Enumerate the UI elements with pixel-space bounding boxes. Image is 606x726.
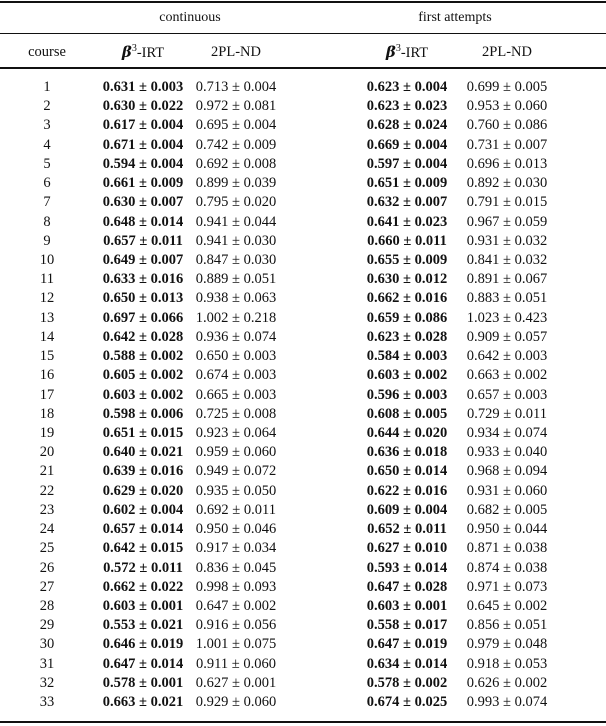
beta-superscript: 3 — [131, 42, 137, 54]
table-row — [0, 212, 606, 231]
2pl-nd-first-cell: 0.891 ± 0.067 — [466, 270, 548, 287]
2pl-nd-first-cell: 0.729 ± 0.011 — [467, 405, 547, 422]
2pl-nd-first-cell: 0.645 ± 0.002 — [466, 597, 548, 614]
2pl-nd-first-cell: 0.883 ± 0.051 — [466, 290, 548, 307]
2pl-nd-continuous-cell: 0.936 ± 0.074 — [195, 328, 277, 345]
group-rule — [0, 33, 606, 34]
2pl-nd-continuous-cell: 0.627 ± 0.001 — [195, 674, 277, 691]
beta3-irt-continuous-cell: 0.697 ± 0.066 — [102, 309, 184, 326]
table-row — [0, 289, 606, 308]
table-row — [0, 174, 606, 193]
beta3-irt-continuous-cell: 0.602 ± 0.004 — [102, 501, 184, 518]
course-cell: 13 — [39, 309, 55, 326]
course-cell: 2 — [43, 97, 51, 114]
2pl-nd-continuous-cell: 1.002 ± 0.218 — [195, 309, 277, 326]
course-cell: 17 — [39, 386, 55, 403]
beta3-irt-first-cell: 0.630 ± 0.012 — [366, 270, 448, 287]
table-row — [0, 231, 606, 250]
2pl-nd-continuous-cell: 0.941 ± 0.030 — [195, 232, 277, 249]
beta3-irt-continuous-cell: 0.640 ± 0.021 — [102, 443, 184, 460]
beta3-irt-first-cell: 0.627 ± 0.010 — [366, 540, 448, 557]
bottom-rule — [0, 721, 606, 723]
table-row — [0, 116, 606, 135]
beta3-irt-continuous-cell: 0.663 ± 0.021 — [102, 693, 184, 710]
course-cell: 25 — [39, 540, 55, 557]
beta3-irt-continuous-cell: 0.617 ± 0.004 — [102, 117, 184, 134]
2pl-nd-continuous-cell: 0.889 ± 0.051 — [195, 270, 277, 287]
course-cell: 12 — [39, 290, 55, 307]
beta3-irt-first-cell: 0.608 ± 0.005 — [366, 405, 448, 422]
beta3-irt-continuous-cell: 0.572 ± 0.011 — [103, 559, 183, 576]
2pl-nd-first-cell: 0.931 ± 0.060 — [466, 482, 548, 499]
course-cell: 24 — [39, 520, 55, 537]
2pl-nd-continuous-cell: 0.647 ± 0.002 — [195, 597, 277, 614]
table-row — [0, 135, 606, 154]
beta3-irt-first-cell: 0.632 ± 0.007 — [366, 194, 448, 211]
2pl-nd-first-cell: 0.931 ± 0.032 — [466, 232, 548, 249]
2pl-nd-first-cell: 0.909 ± 0.057 — [466, 328, 548, 345]
2pl-nd-first-cell: 0.933 ± 0.040 — [466, 443, 548, 460]
beta3-irt-continuous-cell: 0.642 ± 0.028 — [102, 328, 184, 345]
beta3-irt-continuous-cell: 0.642 ± 0.015 — [102, 540, 184, 557]
beta3-irt-first-cell: 0.655 ± 0.009 — [366, 251, 448, 268]
beta3-irt-continuous-cell: 0.639 ± 0.016 — [102, 463, 184, 480]
beta3-irt-continuous-cell: 0.648 ± 0.014 — [102, 213, 184, 230]
beta3-irt-continuous-cell: 0.657 ± 0.011 — [103, 232, 183, 249]
beta3-irt-continuous-cell: 0.630 ± 0.007 — [102, 194, 184, 211]
course-cell: 14 — [39, 328, 55, 345]
2pl-nd-continuous-cell: 0.959 ± 0.060 — [195, 443, 277, 460]
beta3-irt-first-cell: 0.603 ± 0.002 — [366, 367, 448, 384]
2pl-nd-continuous-cell: 0.650 ± 0.003 — [195, 347, 277, 364]
2pl-nd-first-cell: 0.934 ± 0.074 — [466, 424, 548, 441]
2pl-nd-continuous-cell: 0.692 ± 0.008 — [195, 155, 277, 172]
course-cell: 7 — [43, 194, 51, 211]
table-row — [0, 385, 606, 404]
2pl-nd-continuous-cell: 0.847 ± 0.030 — [195, 251, 277, 268]
course-cell: 16 — [39, 367, 55, 384]
table-row — [0, 347, 606, 366]
beta3-irt-first-cell: 0.662 ± 0.016 — [366, 290, 448, 307]
2pl-nd-continuous-cell: 0.929 ± 0.060 — [195, 693, 277, 710]
course-cell: 30 — [39, 636, 55, 653]
2pl-nd-first-cell: 0.993 ± 0.074 — [466, 693, 548, 710]
beta3-irt-continuous-cell: 0.646 ± 0.019 — [102, 636, 184, 653]
top-rule — [0, 1, 606, 3]
beta3-irt-first-cell: 0.644 ± 0.020 — [366, 424, 448, 441]
table-row — [0, 635, 606, 654]
2pl-nd-continuous-cell: 0.899 ± 0.039 — [195, 174, 277, 191]
2pl-nd-continuous-cell: 0.742 ± 0.009 — [195, 136, 277, 153]
2pl-nd-continuous-cell: 0.692 ± 0.011 — [196, 501, 276, 518]
beta3-irt-first-cell: 0.647 ± 0.019 — [366, 636, 448, 653]
beta-symbol: β — [385, 42, 396, 61]
2pl-nd-continuous-cell: 0.941 ± 0.044 — [195, 213, 277, 230]
2pl-nd-continuous-cell: 0.911 ± 0.060 — [196, 655, 276, 672]
table-row — [0, 481, 606, 500]
course-cell: 28 — [39, 597, 55, 614]
beta3-irt-continuous-cell: 0.651 ± 0.015 — [102, 424, 184, 441]
course-cell: 9 — [43, 232, 51, 249]
beta3-irt-first-cell: 0.623 ± 0.028 — [366, 328, 448, 345]
2pl-nd-first-cell: 0.642 ± 0.003 — [466, 347, 548, 364]
2pl-nd-first-cell: 0.871 ± 0.038 — [466, 540, 548, 557]
2pl-nd-first-cell: 0.791 ± 0.015 — [466, 194, 548, 211]
column-header-course: course — [28, 43, 66, 60]
beta3-irt-first-cell: 0.584 ± 0.003 — [366, 347, 448, 364]
2pl-nd-continuous-cell: 0.674 ± 0.003 — [195, 367, 277, 384]
2pl-nd-continuous-cell: 0.972 ± 0.081 — [195, 97, 277, 114]
beta3-irt-first-cell: 0.578 ± 0.002 — [366, 674, 448, 691]
2pl-nd-first-cell: 0.967 ± 0.059 — [466, 213, 548, 230]
2pl-nd-first-cell: 0.892 ± 0.030 — [466, 174, 548, 191]
2pl-nd-first-cell: 0.979 ± 0.048 — [466, 636, 548, 653]
beta3-irt-continuous-cell: 0.671 ± 0.004 — [102, 136, 184, 153]
beta3-irt-first-cell: 0.659 ± 0.086 — [366, 309, 448, 326]
course-cell: 11 — [40, 270, 54, 287]
table-row — [0, 577, 606, 596]
2pl-nd-first-cell: 0.760 ± 0.086 — [466, 117, 548, 134]
table-row — [0, 366, 606, 385]
course-cell: 20 — [39, 443, 55, 460]
table-row — [0, 193, 606, 212]
2pl-nd-continuous-cell: 0.795 ± 0.020 — [195, 194, 277, 211]
table-row — [0, 616, 606, 635]
beta3-irt-first-cell: 0.669 ± 0.004 — [366, 136, 448, 153]
table-row — [0, 693, 606, 712]
table-row — [0, 97, 606, 116]
course-cell: 19 — [39, 424, 55, 441]
course-cell: 26 — [39, 559, 55, 576]
beta3-irt-continuous-cell: 0.603 ± 0.001 — [102, 597, 184, 614]
beta-suffix: -IRT — [400, 44, 429, 61]
2pl-nd-continuous-cell: 0.938 ± 0.063 — [195, 290, 277, 307]
beta3-irt-first-cell: 0.558 ± 0.017 — [366, 616, 448, 633]
2pl-nd-first-cell: 0.626 ± 0.002 — [466, 674, 548, 691]
table-row — [0, 308, 606, 327]
course-cell: 33 — [39, 693, 55, 710]
beta3-irt-first-cell: 0.660 ± 0.011 — [367, 232, 447, 249]
course-cell: 31 — [39, 655, 55, 672]
2pl-nd-first-cell: 0.731 ± 0.007 — [466, 136, 548, 153]
2pl-nd-first-cell: 0.856 ± 0.051 — [466, 616, 548, 633]
beta-suffix: -IRT — [136, 44, 165, 61]
beta3-irt-first-cell: 0.609 ± 0.004 — [366, 501, 448, 518]
beta3-irt-continuous-cell: 0.605 ± 0.002 — [102, 367, 184, 384]
2pl-nd-first-cell: 0.968 ± 0.094 — [466, 463, 548, 480]
table-row — [0, 78, 606, 97]
beta3-irt-continuous-cell: 0.553 ± 0.021 — [102, 616, 184, 633]
2pl-nd-first-cell: 0.657 ± 0.003 — [466, 386, 548, 403]
table-row — [0, 423, 606, 442]
column-header-2pl-nd-first: 2PL-ND — [482, 43, 532, 60]
2pl-nd-continuous-cell: 0.923 ± 0.064 — [195, 424, 277, 441]
column-header-beta3-irt-continuous — [122, 44, 164, 61]
beta3-irt-first-cell: 0.641 ± 0.023 — [366, 213, 448, 230]
2pl-nd-continuous-cell: 0.998 ± 0.093 — [195, 578, 277, 595]
course-cell: 5 — [43, 155, 51, 172]
2pl-nd-first-cell: 0.682 ± 0.005 — [466, 501, 548, 518]
course-cell: 15 — [39, 347, 55, 364]
beta3-irt-continuous-cell: 0.650 ± 0.013 — [102, 290, 184, 307]
beta3-irt-first-cell: 0.650 ± 0.014 — [366, 463, 448, 480]
beta3-irt-first-cell: 0.622 ± 0.016 — [366, 482, 448, 499]
beta3-irt-first-cell: 0.623 ± 0.023 — [366, 97, 448, 114]
2pl-nd-continuous-cell: 0.836 ± 0.045 — [195, 559, 277, 576]
course-cell: 18 — [39, 405, 55, 422]
group-header-first-attempts: first attempts — [418, 10, 492, 25]
course-cell: 29 — [39, 616, 55, 633]
beta3-irt-first-cell: 0.651 ± 0.009 — [366, 174, 448, 191]
2pl-nd-first-cell: 0.663 ± 0.002 — [466, 367, 548, 384]
beta3-irt-continuous-cell: 0.588 ± 0.002 — [102, 347, 184, 364]
2pl-nd-first-cell: 1.023 ± 0.423 — [466, 309, 548, 326]
course-cell: 10 — [39, 251, 55, 268]
2pl-nd-first-cell: 0.950 ± 0.044 — [466, 520, 548, 537]
beta3-irt-first-cell: 0.603 ± 0.001 — [366, 597, 448, 614]
table-row — [0, 596, 606, 615]
group-header-continuous: continuous — [159, 10, 221, 25]
2pl-nd-continuous-cell: 0.917 ± 0.034 — [195, 540, 277, 557]
2pl-nd-continuous-cell: 0.713 ± 0.004 — [195, 78, 277, 95]
beta3-irt-first-cell: 0.623 ± 0.004 — [366, 78, 448, 95]
beta3-irt-first-cell: 0.634 ± 0.014 — [366, 655, 448, 672]
table-row — [0, 443, 606, 462]
beta3-irt-continuous-cell: 0.661 ± 0.009 — [102, 174, 184, 191]
beta3-irt-continuous-cell: 0.603 ± 0.002 — [102, 386, 184, 403]
course-cell: 8 — [43, 213, 51, 230]
column-header-2pl-nd-continuous: 2PL-ND — [211, 43, 261, 60]
beta-superscript: 3 — [395, 42, 401, 54]
beta3-irt-first-cell: 0.636 ± 0.018 — [366, 443, 448, 460]
beta3-irt-first-cell: 0.628 ± 0.024 — [366, 117, 448, 134]
beta3-irt-continuous-cell: 0.578 ± 0.001 — [102, 674, 184, 691]
beta3-irt-first-cell: 0.652 ± 0.011 — [367, 520, 447, 537]
beta3-irt-continuous-cell: 0.662 ± 0.022 — [102, 578, 184, 595]
2pl-nd-first-cell: 0.971 ± 0.073 — [466, 578, 548, 595]
beta3-irt-continuous-cell: 0.598 ± 0.006 — [102, 405, 184, 422]
2pl-nd-first-cell: 0.841 ± 0.032 — [466, 251, 548, 268]
table-row — [0, 558, 606, 577]
beta3-irt-continuous-cell: 0.633 ± 0.016 — [102, 270, 184, 287]
table-row — [0, 250, 606, 269]
2pl-nd-continuous-cell: 0.949 ± 0.072 — [195, 463, 277, 480]
beta3-irt-first-cell: 0.597 ± 0.004 — [366, 155, 448, 172]
table-row — [0, 270, 606, 289]
2pl-nd-continuous-cell: 0.695 ± 0.004 — [195, 117, 277, 134]
beta3-irt-continuous-cell: 0.630 ± 0.022 — [102, 97, 184, 114]
beta3-irt-continuous-cell: 0.657 ± 0.014 — [102, 520, 184, 537]
2pl-nd-first-cell: 0.696 ± 0.013 — [466, 155, 548, 172]
2pl-nd-continuous-cell: 0.665 ± 0.003 — [195, 386, 277, 403]
beta3-irt-continuous-cell: 0.647 ± 0.014 — [102, 655, 184, 672]
beta3-irt-continuous-cell: 0.649 ± 0.007 — [102, 251, 184, 268]
2pl-nd-continuous-cell: 0.935 ± 0.050 — [195, 482, 277, 499]
beta3-irt-continuous-cell: 0.629 ± 0.020 — [102, 482, 184, 499]
course-cell: 1 — [43, 78, 51, 95]
beta3-irt-first-cell: 0.593 ± 0.014 — [366, 559, 448, 576]
beta3-irt-first-cell: 0.674 ± 0.025 — [366, 693, 448, 710]
2pl-nd-continuous-cell: 1.001 ± 0.075 — [195, 636, 277, 653]
table-row — [0, 500, 606, 519]
course-cell: 4 — [43, 136, 51, 153]
table-row — [0, 154, 606, 173]
beta3-irt-first-cell: 0.596 ± 0.003 — [366, 386, 448, 403]
2pl-nd-continuous-cell: 0.725 ± 0.008 — [195, 405, 277, 422]
beta3-irt-continuous-cell: 0.631 ± 0.003 — [102, 78, 184, 95]
table-row — [0, 654, 606, 673]
table-row — [0, 404, 606, 423]
column-header-beta3-irt-first — [386, 44, 428, 61]
2pl-nd-first-cell: 0.699 ± 0.005 — [466, 78, 548, 95]
course-cell: 27 — [39, 578, 55, 595]
header-rule — [0, 67, 606, 69]
2pl-nd-continuous-cell: 0.950 ± 0.046 — [195, 520, 277, 537]
2pl-nd-continuous-cell: 0.916 ± 0.056 — [195, 616, 277, 633]
table-row — [0, 673, 606, 692]
course-cell: 22 — [39, 482, 55, 499]
course-cell: 23 — [39, 501, 55, 518]
course-cell: 3 — [43, 117, 51, 134]
beta-symbol: β — [121, 42, 132, 61]
course-cell: 32 — [39, 674, 55, 691]
beta3-irt-continuous-cell: 0.594 ± 0.004 — [102, 155, 184, 172]
2pl-nd-first-cell: 0.874 ± 0.038 — [466, 559, 548, 576]
table-row — [0, 520, 606, 539]
2pl-nd-first-cell: 0.918 ± 0.053 — [466, 655, 548, 672]
table-row — [0, 327, 606, 346]
beta3-irt-first-cell: 0.647 ± 0.028 — [366, 578, 448, 595]
table-row — [0, 462, 606, 481]
2pl-nd-first-cell: 0.953 ± 0.060 — [466, 97, 548, 114]
course-cell: 21 — [39, 463, 55, 480]
table-row — [0, 539, 606, 558]
course-cell: 6 — [43, 174, 51, 191]
